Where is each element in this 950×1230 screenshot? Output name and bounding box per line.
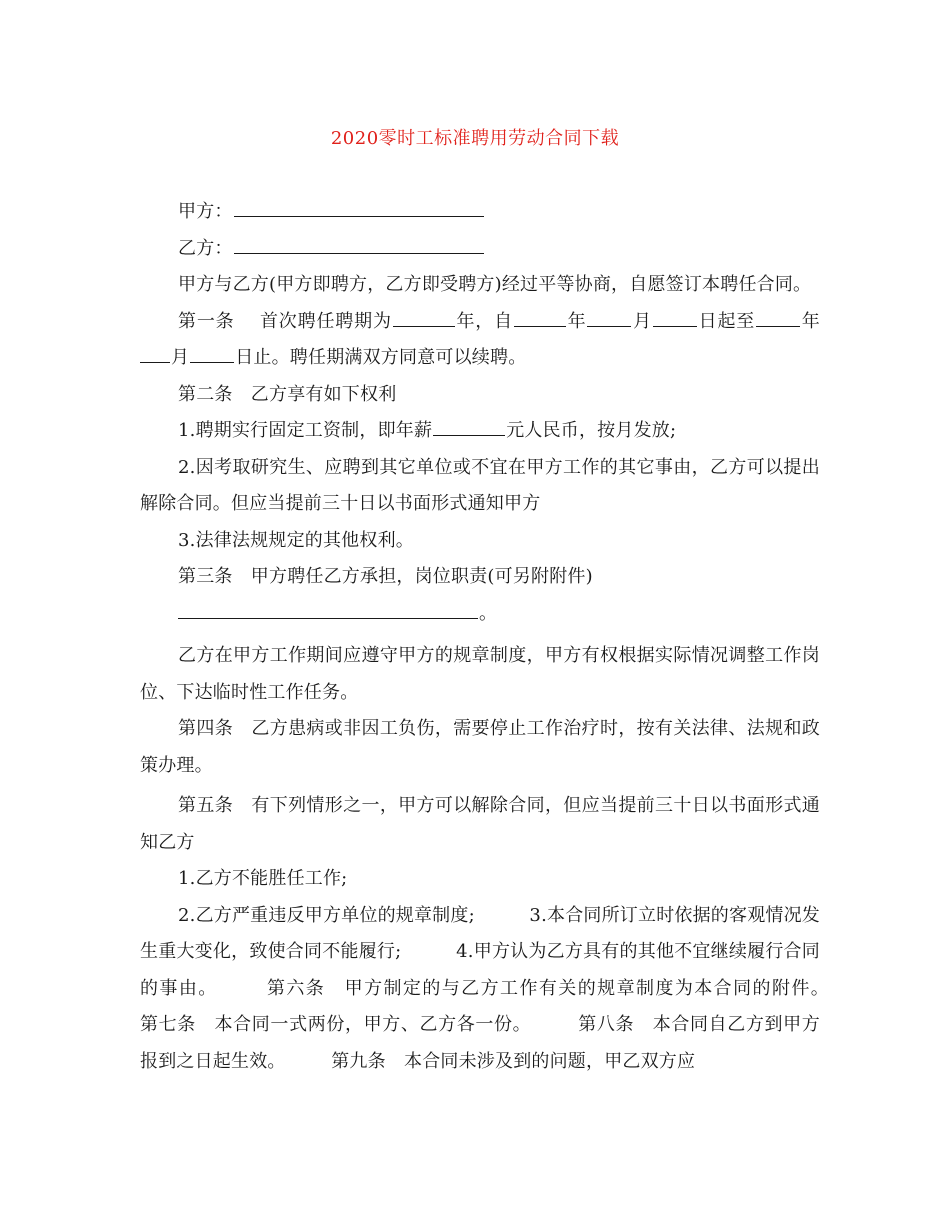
party-a-blank (234, 194, 484, 217)
job-duties-blank (178, 596, 478, 619)
article-2-heading: 第二条 乙方享有如下权利 (178, 383, 397, 405)
article-2-item-2: 2.因考取研究生、应聘到其它单位或不宜在甲方工作的其它事由，乙方可以提出解除合同。但应当提前三十日以书面形式通知甲方 (140, 456, 820, 514)
article-1-text: 月 (632, 310, 652, 332)
article-2-item-1-text: 1.聘期实行固定工资制，即年薪 (178, 420, 433, 441)
party-b-blank (234, 231, 484, 254)
party-b-line (140, 231, 820, 268)
start-day-blank (653, 304, 697, 327)
intro-paragraph: 甲方与乙方(甲方即聘方，乙方即受聘方)经过平等协商，自愿签订本聘任合同。 (178, 274, 812, 295)
article-1-text: 日起至 (697, 310, 756, 332)
article-2-item-1-text: 元人民币，按月发放; (506, 420, 677, 441)
article-1-text: 年 (801, 310, 820, 332)
article-2-item-3: 3.法律法规规定的其他权利。 (178, 529, 414, 551)
article-1-text: 年，自 (455, 310, 513, 332)
party-b-label: 乙方： (178, 237, 233, 259)
article-1-text: 月 (171, 347, 190, 368)
article-1-text: 首次聘任聘期为 (259, 310, 392, 332)
article-1-text: 日止。聘任期满双方同意可以续聘。 (235, 347, 527, 368)
article-1-label: 第一条 (178, 310, 235, 332)
term-years-blank (393, 304, 455, 327)
end-day-blank (190, 340, 234, 363)
article-5-item-1: 1.乙方不能胜任工作; (178, 868, 348, 889)
article-2-item-1 (140, 413, 820, 450)
article-4: 第四条 乙方患病或非因工负伤，需要停止工作治疗时，按有关法律、法规和政策办理。 (140, 718, 820, 776)
start-month-blank (587, 304, 631, 327)
job-duties-end: 。 (479, 602, 498, 624)
end-year-blank (756, 304, 800, 327)
article-1 (140, 304, 820, 377)
party-a-line (140, 194, 820, 231)
job-duties-line (140, 596, 820, 633)
start-year-blank (514, 304, 566, 327)
document-title: 2020零时工标准聘用劳动合同下载 (330, 128, 620, 149)
article-3-heading: 第三条 甲方聘任乙方承担，岗位职责(可另附附件) (178, 566, 593, 587)
article-3-paragraph: 乙方在甲方工作期间应遵守甲方的规章制度，甲方有权根据实际情况调整工作岗位、下达临时性工作任务。 (140, 645, 820, 703)
end-month-blank (140, 340, 170, 363)
article-5-rest: 2.乙方严重违反甲方单位的规章制度; 3.本合同所订立时依据的客观情况发生重大变化，致使合同不能履行; 4.甲方认为乙方具有的其他不宜继续履行合同的事由。 第六条 甲方制定的与乙方工作有关的规章制度为本合同的附件。 第七条 本合同一式两份，甲方、乙方各一份。 第八条 本合同自乙方到甲方报到之日起生效。 第九条 本合同未涉及到的问题，甲乙双方应 (140, 904, 875, 1072)
document-body (140, 194, 875, 1080)
party-a-label: 甲方： (178, 201, 233, 222)
annual-salary-blank (433, 413, 505, 436)
article-5-heading: 第五条 有下列情形之一，甲方可以解除合同，但应当提前三十日以书面形式通知乙方 (140, 795, 820, 853)
article-1-text: 年 (567, 310, 587, 332)
